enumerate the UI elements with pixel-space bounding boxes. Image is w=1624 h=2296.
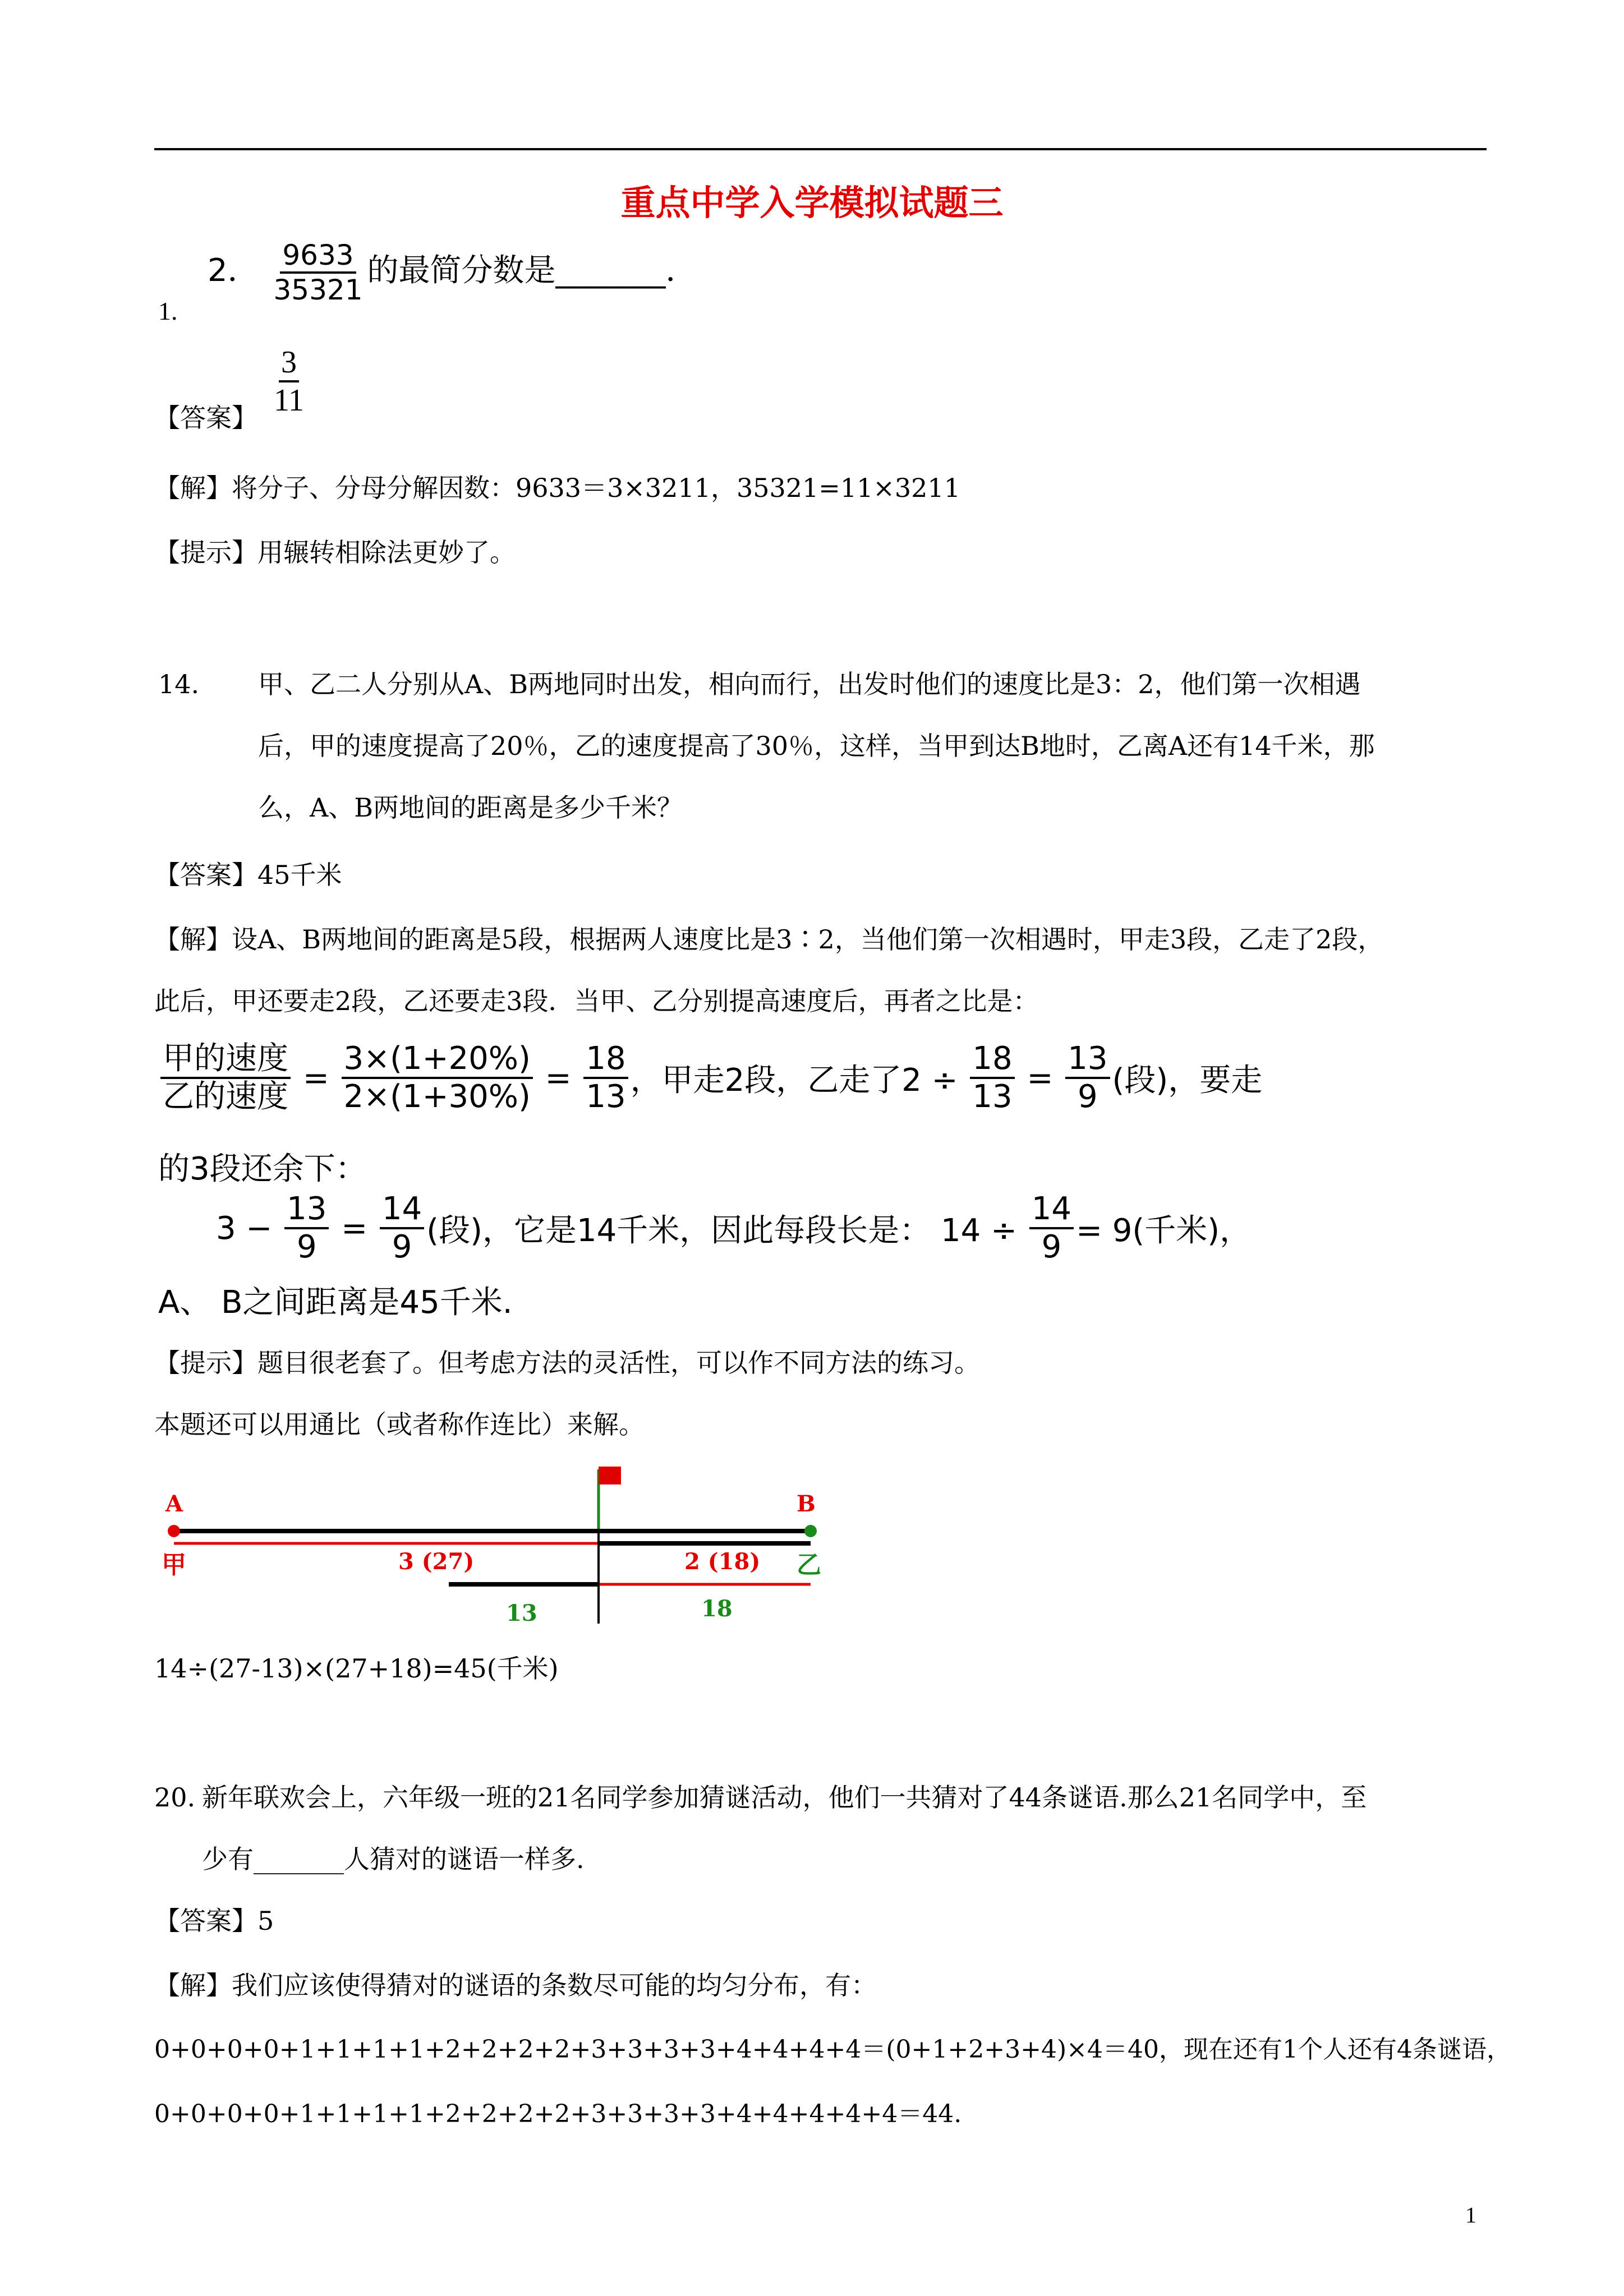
- l3-f1-num: 13: [284, 1193, 329, 1229]
- q14-line-2: 后，甲的速度提高了20％，乙的速度提高了30％，这样，当甲到达B地时，乙离A还有14千米，那: [258, 731, 1375, 761]
- equals-1: =: [302, 1059, 329, 1096]
- q20-solution: 【解】我们应该使得猜对的谜语的条数尽可能的均匀分布，有：: [154, 1970, 877, 2000]
- seg-bottom-right-label: 18: [701, 1596, 733, 1622]
- q14-solution-2: 此后，甲还要走2段，乙还要走3段．当甲、乙分别提高速度后，再者之比是：: [154, 986, 1039, 1016]
- l3-c: = 9(千米)，: [1076, 1212, 1252, 1249]
- q20-line-2: 少有_______人猜对的谜语一样多.: [202, 1844, 585, 1874]
- ratio-num: 甲的速度: [160, 1043, 291, 1079]
- seg-bottom-left-label: 13: [506, 1600, 537, 1626]
- l3-f3-num: 14: [1029, 1193, 1074, 1229]
- q14-hint: 【提示】题目很老套了。但考虑方法的灵活性，可以作不同方法的练习。: [154, 1348, 980, 1378]
- l3-f2-den: 9: [392, 1229, 412, 1265]
- q1-frac-den: 35321: [273, 274, 363, 306]
- q1-answer-num: 3: [279, 347, 299, 382]
- q20-number: 20.: [154, 1782, 196, 1813]
- q14-line-3: 么，A、B两地间的距离是多少千米？: [258, 792, 683, 823]
- q14-segment-diagram: [151, 1458, 847, 1649]
- l3-a: 3 −: [216, 1210, 273, 1247]
- q1-hint: 【提示】用辗转相除法更妙了。: [154, 537, 516, 568]
- q1-number: 1.: [158, 297, 178, 325]
- equals-3: =: [1027, 1059, 1053, 1096]
- res-den: 13: [586, 1078, 626, 1115]
- div-res-den: 9: [1078, 1078, 1098, 1115]
- q14-calc: 14÷(27-13)×(27+18)=45(千米): [154, 1653, 559, 1684]
- q14-formula-line-3: [216, 1193, 1251, 1263]
- ratio-den: 乙的速度: [163, 1078, 288, 1115]
- div-res-num: 13: [1065, 1043, 1110, 1079]
- q14-formula-line-2: 的3段还余下：: [158, 1151, 367, 1187]
- q1-solution: 【解】将分子、分母分解因数：9633＝3×3211，35321=11×3211: [154, 473, 960, 503]
- l3-f3-den: 9: [1041, 1229, 1062, 1265]
- expr-num: 3×(1+20%): [342, 1043, 533, 1079]
- q20-answer: 【答案】5: [154, 1906, 274, 1936]
- page-title: 重点中学入学模拟试题三: [620, 182, 1004, 223]
- div-num: 18: [970, 1043, 1014, 1079]
- q1-fraction: [271, 241, 365, 304]
- q1-text: 的最简分数是_______．: [367, 252, 697, 289]
- label-a: A: [165, 1491, 183, 1517]
- q1-frac-num: 9633: [280, 241, 356, 274]
- q1-prefix: 2．: [208, 252, 259, 289]
- q14-line-1: 甲、乙二人分别从A、B两地同时出发，相向而行，出发时他们的速度比是3：2，他们第一次相遇: [258, 669, 1361, 699]
- q20-line-1: 新年联欢会上，六年级一班的21名同学参加猜谜活动，他们一共猜对了44条谜语.那么21名同学中，至: [202, 1782, 1367, 1813]
- q1-answer-label: 【答案】: [154, 403, 257, 433]
- res-num: 18: [583, 1043, 628, 1079]
- l3-b: (段)，它是14千米，因此每段长是： 14 ÷: [426, 1212, 1017, 1249]
- q14-number: 14.: [158, 669, 200, 699]
- page-number: 1: [1465, 2202, 1476, 2228]
- expr-den: 2×(1+30%): [343, 1078, 531, 1115]
- top-rule: [154, 148, 1487, 150]
- seg-right-label: 2 (18): [684, 1548, 761, 1575]
- formula-mid-text: ，甲走2段，乙走了2 ÷: [630, 1062, 958, 1099]
- q1-answer-den: 11: [274, 383, 304, 418]
- l3-f1-den: 9: [296, 1229, 317, 1265]
- q14-answer: 【答案】45千米: [154, 860, 342, 890]
- l3-f2-num: 14: [380, 1193, 424, 1229]
- label-jia: 甲: [162, 1551, 186, 1579]
- q20-sol-line-2: 0+0+0+0+1+1+1+1+2+2+2+2+3+3+3+3+4+4+4+4+4＝44.: [154, 2100, 962, 2128]
- q20-sol-line-1: 0+0+0+0+1+1+1+1+2+2+2+2+3+3+3+3+4+4+4+4＝(0+1+2+3+4)×4＝40，现在还有1个人还有4条谜语，: [154, 2035, 1511, 2064]
- q1-question: [208, 241, 697, 304]
- equals-2: =: [545, 1059, 572, 1096]
- label-b: B: [797, 1491, 816, 1517]
- q1-answer-fraction: [269, 347, 309, 416]
- label-yi: 乙: [797, 1551, 821, 1579]
- formula-tail-text: (段)，要走: [1112, 1062, 1263, 1099]
- point-a: [168, 1525, 180, 1537]
- q14-formula-line-1: [158, 1040, 1263, 1115]
- point-b: [804, 1525, 817, 1537]
- q14-solution-1: 【解】设A、B两地间的距离是5段，根据两人速度比是3∶2，当他们第一次相遇时，甲走3段，乙走了2段，: [154, 924, 1384, 955]
- q14-formula-line-4: A、 B之间距离是45千米.: [158, 1284, 513, 1321]
- div-den: 13: [972, 1078, 1013, 1115]
- flag-icon: [599, 1467, 621, 1484]
- q14-note: 本题还可以用通比（或者称作连比）来解。: [154, 1409, 645, 1440]
- seg-left-label: 3 (27): [398, 1548, 475, 1575]
- equals-4: =: [341, 1210, 368, 1247]
